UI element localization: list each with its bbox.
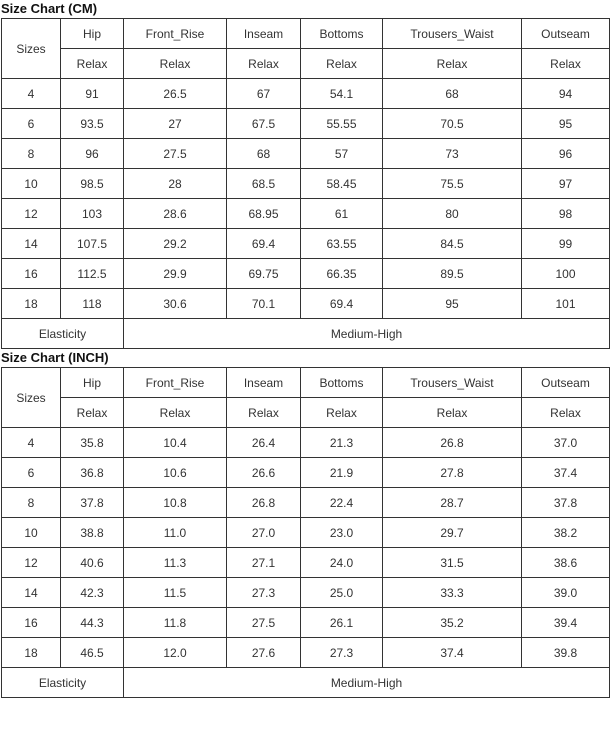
- column-header-outseam: Outseam: [522, 19, 610, 49]
- measurement-cell: 27.1: [227, 548, 301, 578]
- measurement-cell: 95: [522, 109, 610, 139]
- subheader-cell: Relax: [227, 49, 301, 79]
- size-cell: 16: [2, 608, 61, 638]
- elasticity-value: Medium-High: [124, 668, 610, 698]
- measurement-cell: 54.1: [301, 79, 383, 109]
- measurement-cell: 98.5: [61, 169, 124, 199]
- measurement-cell: 26.4: [227, 428, 301, 458]
- measurement-cell: 68: [227, 139, 301, 169]
- chart-title-cm: Size Chart (CM): [1, 1, 98, 16]
- measurement-cell: 11.8: [124, 608, 227, 638]
- measurement-cell: 68: [383, 79, 522, 109]
- table-row: [2, 578, 610, 608]
- subheader-cell: Relax: [522, 398, 610, 428]
- measurement-cell: 39.4: [522, 608, 610, 638]
- subheader-cell: Relax: [124, 398, 227, 428]
- measurement-cell: 112.5: [61, 259, 124, 289]
- size-cell: 8: [2, 139, 61, 169]
- measurement-cell: 37.8: [522, 488, 610, 518]
- elasticity-row: [2, 319, 610, 349]
- size-cell: 12: [2, 199, 61, 229]
- size-cell: 18: [2, 638, 61, 668]
- header-row: [2, 19, 610, 49]
- measurement-cell: 27: [124, 109, 227, 139]
- measurement-cell: 99: [522, 229, 610, 259]
- measurement-cell: 103: [61, 199, 124, 229]
- measurement-cell: 28: [124, 169, 227, 199]
- table-row: [2, 289, 610, 319]
- column-header-trousers-waist: Trousers_Waist: [383, 19, 522, 49]
- measurement-cell: 39.8: [522, 638, 610, 668]
- measurement-cell: 44.3: [61, 608, 124, 638]
- measurement-cell: 38.2: [522, 518, 610, 548]
- measurement-cell: 57: [301, 139, 383, 169]
- measurement-cell: 26.5: [124, 79, 227, 109]
- measurement-cell: 29.7: [383, 518, 522, 548]
- size-cell: 14: [2, 229, 61, 259]
- measurement-cell: 39.0: [522, 578, 610, 608]
- measurement-cell: 95: [383, 289, 522, 319]
- measurement-cell: 35.8: [61, 428, 124, 458]
- measurement-cell: 67.5: [227, 109, 301, 139]
- size-cell: 10: [2, 518, 61, 548]
- table-body-inch: [2, 368, 610, 698]
- size-cell: 8: [2, 488, 61, 518]
- table-row: [2, 199, 610, 229]
- subheader-cell: Relax: [61, 398, 124, 428]
- measurement-cell: 26.8: [227, 488, 301, 518]
- measurement-cell: 38.8: [61, 518, 124, 548]
- column-header-inseam: Inseam: [227, 19, 301, 49]
- table-body-cm: [2, 19, 610, 349]
- measurement-cell: 118: [61, 289, 124, 319]
- subheader-cell: Relax: [61, 49, 124, 79]
- measurement-cell: 69.75: [227, 259, 301, 289]
- table-row: [2, 79, 610, 109]
- measurement-cell: 36.8: [61, 458, 124, 488]
- size-cell: 4: [2, 79, 61, 109]
- measurement-cell: 73: [383, 139, 522, 169]
- size-cell: 14: [2, 578, 61, 608]
- table-row: [2, 109, 610, 139]
- table-row: [2, 608, 610, 638]
- measurement-cell: 26.1: [301, 608, 383, 638]
- measurement-cell: 107.5: [61, 229, 124, 259]
- subheader-cell: Relax: [301, 49, 383, 79]
- size-table-cm: [1, 18, 610, 349]
- measurement-cell: 69.4: [301, 289, 383, 319]
- measurement-cell: 23.0: [301, 518, 383, 548]
- subheader-cell: Relax: [301, 398, 383, 428]
- measurement-cell: 10.8: [124, 488, 227, 518]
- size-chart-inch: [0, 349, 610, 698]
- elasticity-label: Elasticity: [2, 319, 124, 349]
- measurement-cell: 67: [227, 79, 301, 109]
- measurement-cell: 66.35: [301, 259, 383, 289]
- measurement-cell: 27.3: [227, 578, 301, 608]
- measurement-cell: 11.5: [124, 578, 227, 608]
- measurement-cell: 24.0: [301, 548, 383, 578]
- measurement-cell: 38.6: [522, 548, 610, 578]
- measurement-cell: 58.45: [301, 169, 383, 199]
- column-header-inseam: Inseam: [227, 368, 301, 398]
- measurement-cell: 101: [522, 289, 610, 319]
- size-cell: 6: [2, 458, 61, 488]
- measurement-cell: 11.3: [124, 548, 227, 578]
- measurement-cell: 31.5: [383, 548, 522, 578]
- measurement-cell: 10.4: [124, 428, 227, 458]
- measurement-cell: 29.2: [124, 229, 227, 259]
- measurement-cell: 55.55: [301, 109, 383, 139]
- table-row: [2, 548, 610, 578]
- subheader-cell: Relax: [522, 49, 610, 79]
- elasticity-label: Elasticity: [2, 668, 124, 698]
- subheader-cell: Relax: [383, 49, 522, 79]
- measurement-cell: 37.0: [522, 428, 610, 458]
- column-header-bottoms: Bottoms: [301, 368, 383, 398]
- table-row: [2, 259, 610, 289]
- measurement-cell: 21.9: [301, 458, 383, 488]
- measurement-cell: 40.6: [61, 548, 124, 578]
- measurement-cell: 35.2: [383, 608, 522, 638]
- measurement-cell: 27.5: [124, 139, 227, 169]
- table-row: [2, 139, 610, 169]
- measurement-cell: 96: [61, 139, 124, 169]
- measurement-cell: 27.3: [301, 638, 383, 668]
- table-row: [2, 518, 610, 548]
- measurement-cell: 11.0: [124, 518, 227, 548]
- measurement-cell: 33.3: [383, 578, 522, 608]
- subheader-row: [2, 398, 610, 428]
- subheader-cell: Relax: [227, 398, 301, 428]
- table-row: [2, 488, 610, 518]
- subheader-cell: Relax: [383, 398, 522, 428]
- measurement-cell: 29.9: [124, 259, 227, 289]
- subheader-cell: Relax: [124, 49, 227, 79]
- measurement-cell: 70.1: [227, 289, 301, 319]
- measurement-cell: 91: [61, 79, 124, 109]
- measurement-cell: 98: [522, 199, 610, 229]
- column-header-bottoms: Bottoms: [301, 19, 383, 49]
- measurement-cell: 84.5: [383, 229, 522, 259]
- measurement-cell: 68.95: [227, 199, 301, 229]
- table-row: [2, 229, 610, 259]
- measurement-cell: 61: [301, 199, 383, 229]
- measurement-cell: 22.4: [301, 488, 383, 518]
- header-row: [2, 368, 610, 398]
- sizes-header: Sizes: [2, 368, 61, 428]
- subheader-row: [2, 49, 610, 79]
- table-row: [2, 169, 610, 199]
- measurement-cell: 27.8: [383, 458, 522, 488]
- measurement-cell: 27.0: [227, 518, 301, 548]
- measurement-cell: 100: [522, 259, 610, 289]
- measurement-cell: 93.5: [61, 109, 124, 139]
- table-row: [2, 428, 610, 458]
- measurement-cell: 26.6: [227, 458, 301, 488]
- column-header-outseam: Outseam: [522, 368, 610, 398]
- measurement-cell: 97: [522, 169, 610, 199]
- measurement-cell: 27.6: [227, 638, 301, 668]
- measurement-cell: 28.6: [124, 199, 227, 229]
- elasticity-row: [2, 668, 610, 698]
- column-header-hip: Hip: [61, 368, 124, 398]
- elasticity-value: Medium-High: [124, 319, 610, 349]
- measurement-cell: 28.7: [383, 488, 522, 518]
- measurement-cell: 25.0: [301, 578, 383, 608]
- size-cell: 16: [2, 259, 61, 289]
- measurement-cell: 37.4: [383, 638, 522, 668]
- column-header-front-rise: Front_Rise: [124, 368, 227, 398]
- size-cell: 10: [2, 169, 61, 199]
- size-chart-cm: [0, 0, 610, 349]
- column-header-trousers-waist: Trousers_Waist: [383, 368, 522, 398]
- measurement-cell: 63.55: [301, 229, 383, 259]
- measurement-cell: 26.8: [383, 428, 522, 458]
- measurement-cell: 46.5: [61, 638, 124, 668]
- measurement-cell: 21.3: [301, 428, 383, 458]
- table-row: [2, 458, 610, 488]
- column-header-hip: Hip: [61, 19, 124, 49]
- measurement-cell: 96: [522, 139, 610, 169]
- measurement-cell: 27.5: [227, 608, 301, 638]
- measurement-cell: 75.5: [383, 169, 522, 199]
- size-cell: 12: [2, 548, 61, 578]
- measurement-cell: 68.5: [227, 169, 301, 199]
- column-header-front-rise: Front_Rise: [124, 19, 227, 49]
- size-cell: 4: [2, 428, 61, 458]
- size-cell: 18: [2, 289, 61, 319]
- table-row: [2, 638, 610, 668]
- size-table-inch: [1, 367, 610, 698]
- measurement-cell: 89.5: [383, 259, 522, 289]
- sizes-header: Sizes: [2, 19, 61, 79]
- measurement-cell: 37.8: [61, 488, 124, 518]
- measurement-cell: 94: [522, 79, 610, 109]
- measurement-cell: 30.6: [124, 289, 227, 319]
- measurement-cell: 10.6: [124, 458, 227, 488]
- measurement-cell: 37.4: [522, 458, 610, 488]
- measurement-cell: 42.3: [61, 578, 124, 608]
- chart-title-inch: Size Chart (INCH): [1, 350, 109, 365]
- measurement-cell: 69.4: [227, 229, 301, 259]
- size-cell: 6: [2, 109, 61, 139]
- measurement-cell: 80: [383, 199, 522, 229]
- measurement-cell: 12.0: [124, 638, 227, 668]
- measurement-cell: 70.5: [383, 109, 522, 139]
